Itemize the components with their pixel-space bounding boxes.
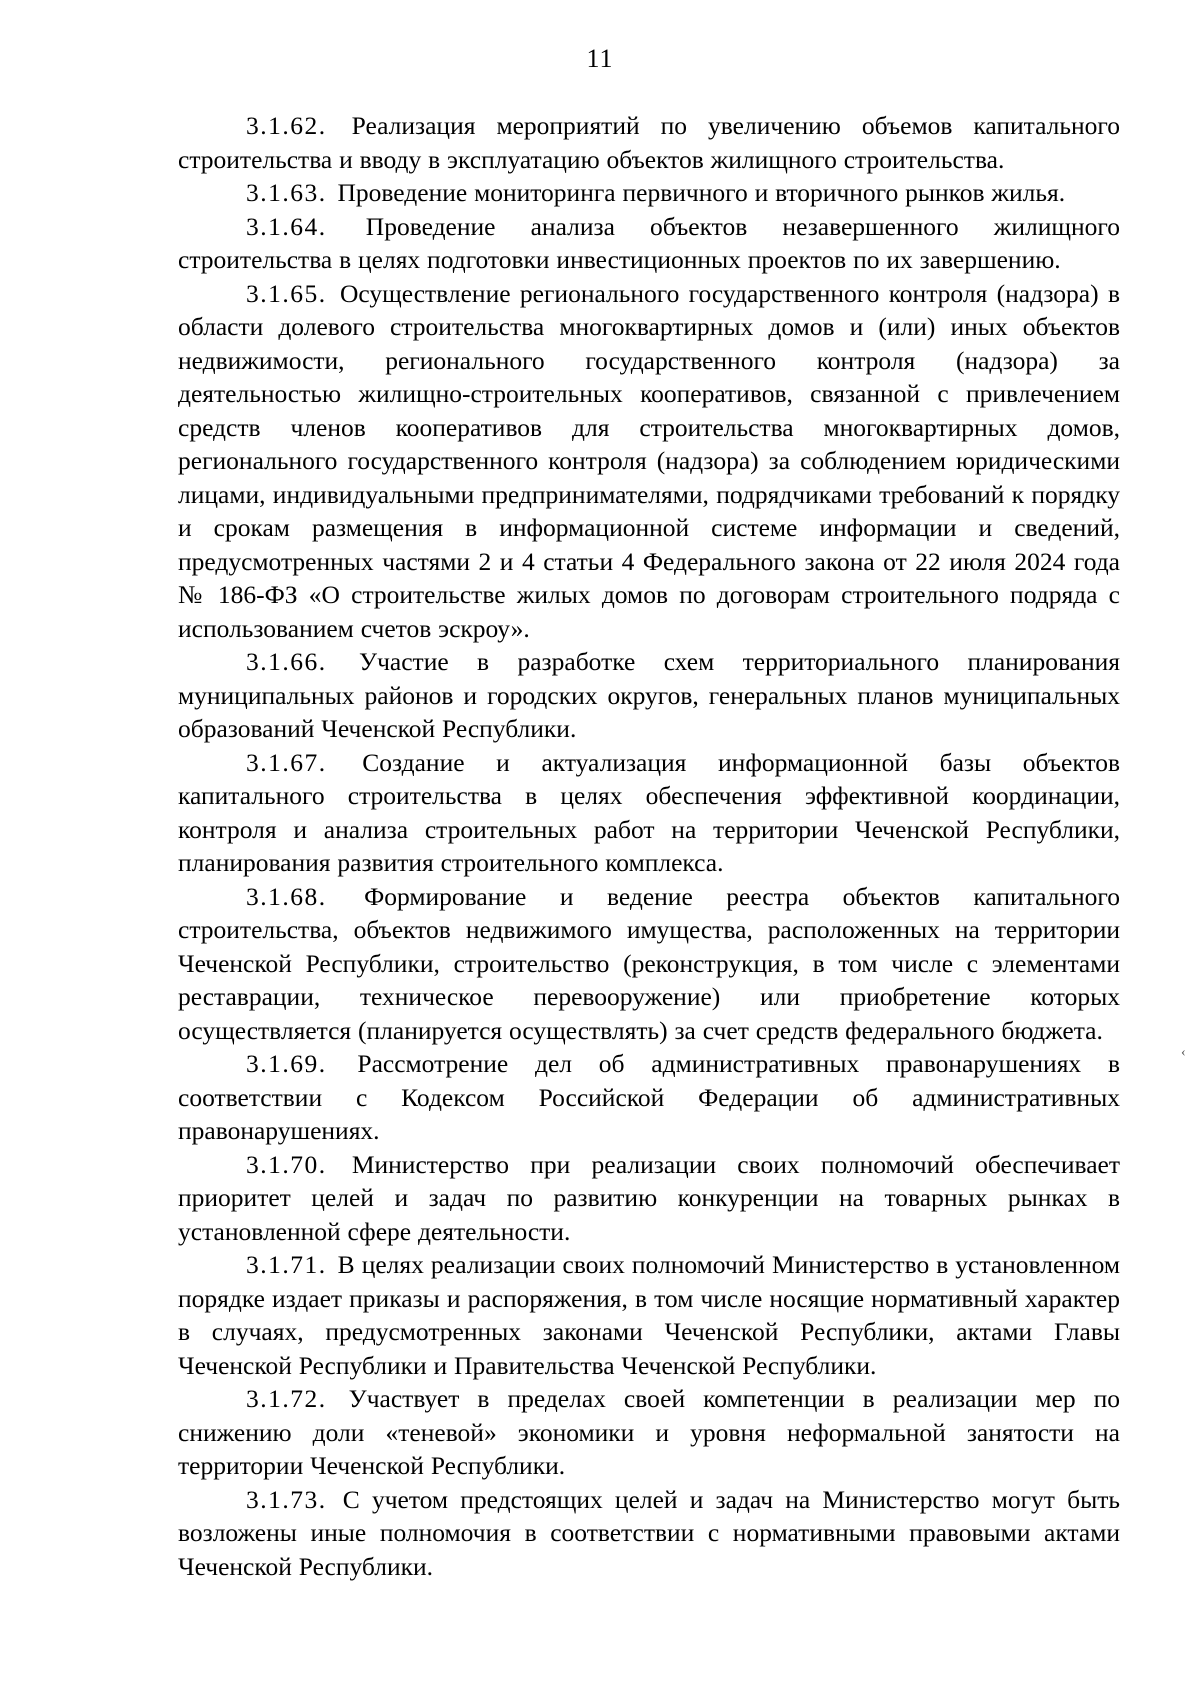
document-body — [178, 109, 1120, 1583]
paragraph-number: 3.1.69. — [246, 1049, 327, 1078]
paragraph-text: Осуществление регионального государственного контроля (надзора) в области долевого строительства многоквартирных домов и (или) иных объектов недвижимости, регионального государственного контроля (надзора) за деятельностью жилищно-строительных кооперативов, связанной с привлечением средств членов кооперативов для строительства многоквартирных домов, регионального государственного контроля (надзора) за соблюдением юридическими лицами, индивидуальными предпринимателями, подрядчиками требований к порядку и срокам размещения в информационной системе информации и сведений, предусмотренных частями 2 и 4 статьи 4 Федерального закона от 22 июля 2024 года № 186-ФЗ «О строительстве жилых домов по договорам строительного подряда с использованием счетов эскроу». — [178, 278, 1120, 643]
paragraph-number: 3.1.65. — [246, 278, 327, 308]
paragraph-text: Министерство при реализации своих полномочий обеспечивает приоритет целей и задач по развитию конкуренции на товарных рынках в установленной сфере деятельности. — [178, 1149, 1121, 1246]
paragraph-3-1-69 — [178, 1047, 1120, 1148]
paragraph-number: 3.1.64. — [246, 211, 327, 241]
paragraph-3-1-66 — [178, 645, 1120, 746]
paragraph-number: 3.1.73. — [246, 1484, 327, 1514]
paragraph-3-1-63 — [178, 176, 1120, 210]
paragraph-number: 3.1.70. — [246, 1149, 327, 1179]
paragraph-3-1-64 — [178, 210, 1120, 277]
paragraph-text: Участвует в пределах своей компетенции в реализации мер по снижению доли «теневой» экономики и уровня неформальной занятости на территории Чеченской Республики. — [178, 1384, 1120, 1480]
page-number: 11 — [586, 44, 614, 73]
paragraph-number: 3.1.71. — [246, 1250, 327, 1279]
paragraph-text: Участие в разработке схем территориального планирования муниципальных районов и городских округов, генеральных планов муниципальных образований Чеченской Республики. — [178, 647, 1120, 743]
paragraph-text: С учетом предстоящих целей и задач на Министерство могут быть возложены иные полномочия в соответствии с нормативными правовыми актами Чеченской Республики. — [178, 1484, 1120, 1581]
paragraph-text: Формирование и ведение реестра объектов капитального строительства, объектов недвижимого имущества, расположенных на территории Чеченской Республики, строительство (реконструкция, в том числе с элементами реставрации, техническое перевооружение) или приобретение которых осуществляется (планируется осуществлять) за счет средств федерального бюджета. — [178, 881, 1120, 1045]
paragraph-3-1-71 — [178, 1248, 1120, 1382]
paragraph-number: 3.1.68. — [246, 881, 327, 911]
paragraph-3-1-72 — [178, 1382, 1120, 1483]
paragraph-3-1-68 — [178, 880, 1120, 1048]
paragraph-text: Реализация мероприятий по увеличению объемов капитального строительства и вводу в эксплуатацию объектов жилищного строительства. — [178, 111, 1120, 174]
paragraph-number: 3.1.66. — [246, 647, 327, 676]
paragraph-text: Проведение мониторинга первичного и вторичного рынков жилья. — [337, 178, 1066, 207]
paragraph-3-1-62 — [178, 109, 1120, 176]
paragraph-text: Создание и актуализация информационной базы объектов капитального строительства в целях обеспечения эффективной координации, контроля и анализа строительных работ на территории Чеченской Республики, планирования развития строительного комплекса. — [178, 747, 1120, 877]
paragraph-3-1-70 — [178, 1148, 1120, 1249]
paragraph-number: 3.1.67. — [246, 747, 327, 777]
paragraph-3-1-65 — [178, 277, 1120, 646]
paragraph-number: 3.1.72. — [246, 1384, 327, 1413]
paragraph-3-1-67 — [178, 746, 1120, 880]
paragraph-number: 3.1.62. — [246, 111, 327, 140]
paragraph-text: Рассмотрение дел об административных правонарушениях в соответствии с Кодексом Российской Федерации об административных правонарушениях. — [178, 1049, 1120, 1145]
scan-margin-mark: ‹ — [1181, 1045, 1186, 1060]
paragraph-3-1-73 — [178, 1483, 1120, 1584]
paragraph-text: В целях реализации своих полномочий Министерство в установленном порядке издает приказы и распоряжения, в том числе носящие нормативный характер в случаях, предусмотренных законами Чеченской Республики, актами Главы Чеченской Республики и Правительства Чеченской Республики. — [178, 1250, 1120, 1380]
paragraph-text: Проведение анализа объектов незавершенного жилищного строительства в целях подготовки инвестиционных проектов по их завершению. — [178, 211, 1120, 274]
paragraph-number: 3.1.63. — [246, 178, 327, 207]
